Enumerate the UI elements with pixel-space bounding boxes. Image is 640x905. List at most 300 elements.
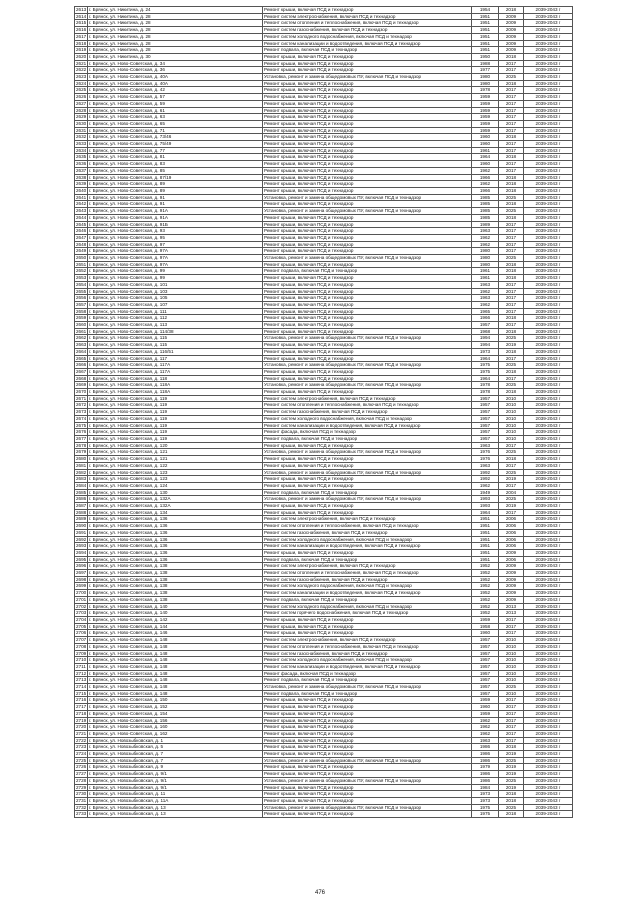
work-type-cell: Ремонт крыши, включая ПСД и технадзор <box>263 134 472 141</box>
build-year-cell: 1986 <box>472 777 499 784</box>
table-row <box>75 657 573 664</box>
address-cell: г. Брянск, ул. Ново-Советская, д. 160 <box>88 724 263 731</box>
last-repair-year-cell: 2018 <box>499 201 524 208</box>
last-repair-year-cell: 2017 <box>499 114 524 121</box>
table-row <box>75 791 573 798</box>
last-repair-year-cell: 2010 <box>499 395 524 402</box>
planned-period-cell: 2039-2043 г <box>524 60 573 67</box>
planned-period-cell: 2039-2043 г <box>524 529 573 536</box>
build-year-cell: 1994 <box>472 335 499 342</box>
work-type-cell: Ремонт подвала, включая ПСД и технадзор <box>263 596 472 603</box>
last-repair-year-cell: 2009 <box>499 40 524 47</box>
last-repair-year-cell: 2009 <box>499 549 524 556</box>
table-row <box>75 509 573 516</box>
row-number-cell: 2719 <box>76 717 87 723</box>
table-row <box>75 737 573 744</box>
planned-period-cell: 2039-2043 г <box>524 194 573 201</box>
last-repair-year-cell: 2018 <box>499 80 524 87</box>
planned-period-cell: 2039-2043 г <box>524 147 573 154</box>
work-type-cell: Ремонт фасада, включая ПСД и технадзор <box>263 670 472 677</box>
last-repair-year-cell: 2004 <box>499 489 524 496</box>
work-type-cell: Ремонт крыши, включая ПСД и технадзор <box>263 737 472 744</box>
build-year-cell: 1962 <box>472 167 499 174</box>
last-repair-year-cell: 2017 <box>499 509 524 516</box>
address-cell: г. Брянск, ул. Ново-Советская, д. 117А <box>88 368 263 375</box>
row-number-cell: 2657 <box>76 301 87 307</box>
work-type-cell: Ремонт крыши, включая ПСД и технадзор <box>263 154 472 161</box>
table-row <box>75 570 573 577</box>
planned-period-cell: 2039-2043 г <box>524 690 573 697</box>
row-number-cell: 2631 <box>76 127 87 133</box>
row-number-cell: 2726 <box>76 764 87 770</box>
address-cell: г. Брянск, ул. Ново-Советская, д. 119 <box>88 402 263 409</box>
last-repair-year-cell: 2009 <box>499 13 524 20</box>
row-number-cell: 2687 <box>76 503 87 509</box>
address-cell: г. Брянск, ул. Ново-Советская, д. 144 <box>88 623 263 630</box>
build-year-cell: 1986 <box>472 757 499 764</box>
work-type-cell: Ремонт систем газоснабжения, включая ПСД и технадзор <box>263 576 472 583</box>
row-number-cell: 2659 <box>76 315 87 321</box>
build-year-cell: 1952 <box>472 590 499 597</box>
row-number-cell: 2632 <box>76 134 87 140</box>
table-row <box>75 228 573 235</box>
last-repair-year-cell: 2017 <box>499 248 524 255</box>
address-cell: г. Брянск, ул. Новозыбковская, д. 11 <box>88 791 263 798</box>
table-row <box>75 40 573 47</box>
planned-period-cell: 2039-2043 г <box>524 214 573 221</box>
address-cell: г. Брянск, ул. Ново-Советская, д. 138 <box>88 576 263 583</box>
row-number-cell: 2724 <box>76 751 87 757</box>
planned-period-cell: 2039-2043 г <box>524 268 573 275</box>
build-year-cell: 1951 <box>472 13 499 20</box>
address-cell: г. Брянск, ул. Ново-Советская, д. 150 <box>88 697 263 704</box>
work-type-cell: Ремонт крыши, включая ПСД и технадзор <box>263 476 472 483</box>
address-cell: г. Брянск, ул. Ново-Советская, д. 77 <box>88 147 263 154</box>
address-cell: г. Брянск, ул. Ново-Советская, д. 119 <box>88 436 263 443</box>
planned-period-cell: 2039-2043 г <box>524 771 573 778</box>
build-year-cell: 1951 <box>472 516 499 523</box>
planned-period-cell: 2039-2043 г <box>524 255 573 262</box>
table-row <box>75 395 573 402</box>
address-cell: г. Брянск, ул. Ново-Советская, д. 91Б <box>88 221 263 228</box>
planned-period-cell: 2039-2043 г <box>524 181 573 188</box>
build-year-cell: 1962 <box>472 234 499 241</box>
last-repair-year-cell: 2018 <box>499 154 524 161</box>
address-cell: г. Брянск, ул. Ново-Советская, д. 121 <box>88 456 263 463</box>
work-type-cell: Ремонт систем газоснабжения, включая ПСД и технадзор <box>263 27 472 34</box>
build-year-cell: 1951 <box>472 20 499 27</box>
work-type-cell: Ремонт крыши, включая ПСД и технадзор <box>263 174 472 181</box>
build-year-cell: 1959 <box>472 616 499 623</box>
table-row <box>75 724 573 731</box>
row-number-cell: 2618 <box>76 40 87 46</box>
last-repair-year-cell: 2017 <box>499 630 524 637</box>
build-year-cell: 1962 <box>472 724 499 731</box>
planned-period-cell: 2039-2043 г <box>524 389 573 396</box>
build-year-cell: 1966 <box>472 187 499 194</box>
build-year-cell: 1985 <box>472 214 499 221</box>
last-repair-year-cell: 2010 <box>499 637 524 644</box>
address-cell: г. Брянск, ул. Ново-Советская, д. 142 <box>88 616 263 623</box>
planned-period-cell: 2039-2043 г <box>524 395 573 402</box>
address-cell: г. Брянск, ул. Ново-Советская, д. 162 <box>88 730 263 737</box>
table-row <box>75 563 573 570</box>
last-repair-year-cell: 2010 <box>499 415 524 422</box>
row-number-cell: 2709 <box>76 650 87 656</box>
planned-period-cell: 2039-2043 г <box>524 523 573 530</box>
work-type-cell: Ремонт крыши, включая ПСД и технадзор <box>263 328 472 335</box>
address-cell: г. Брянск, ул. Ново-Советская, д. 83 <box>88 161 263 168</box>
build-year-cell: 1980 <box>472 261 499 268</box>
table-row <box>75 382 573 389</box>
table-row <box>75 576 573 583</box>
last-repair-year-cell: 2018 <box>499 348 524 355</box>
row-number-cell: 2731 <box>76 797 87 803</box>
address-cell: г. Брянск, ул. Ново-Советская, д. 89 <box>88 181 263 188</box>
address-cell: г. Брянск, ул. Ново-Советская, д. 91А <box>88 214 263 221</box>
work-type-cell: Ремонт крыши, включая ПСД и технадзор <box>263 704 472 711</box>
build-year-cell: 1954 <box>472 7 499 14</box>
planned-period-cell: 2039-2043 г <box>524 154 573 161</box>
build-year-cell: 1959 <box>472 107 499 114</box>
last-repair-year-cell: 2010 <box>499 436 524 443</box>
planned-period-cell: 2039-2043 г <box>524 449 573 456</box>
table-row <box>75 476 573 483</box>
last-repair-year-cell: 2006 <box>499 529 524 536</box>
build-year-cell: 1973 <box>472 348 499 355</box>
row-number-cell: 2671 <box>76 395 87 401</box>
planned-period-cell: 2039-2043 г <box>524 462 573 469</box>
last-repair-year-cell: 2010 <box>499 690 524 697</box>
planned-period-cell: 2039-2043 г <box>524 704 573 711</box>
table-row <box>75 516 573 523</box>
last-repair-year-cell: 2010 <box>499 643 524 650</box>
last-repair-year-cell: 2009 <box>499 590 524 597</box>
work-type-cell: Ремонт систем холодного водоснабжения, включая ПСД и технадзор <box>263 33 472 40</box>
address-cell: г. Брянск, ул. Ново-Советская, д. 132А <box>88 503 263 510</box>
row-number-cell: 2733 <box>76 811 87 817</box>
last-repair-year-cell: 2018 <box>499 275 524 282</box>
address-cell: г. Брянск, ул. Ново-Советская, д. 121 <box>88 449 263 456</box>
row-number-cell: 2667 <box>76 368 87 374</box>
work-type-cell: Ремонт подвала, включая ПСД и технадзор <box>263 690 472 697</box>
table-row <box>75 456 573 463</box>
planned-period-cell: 2039-2043 г <box>524 456 573 463</box>
row-number-cell: 2637 <box>76 167 87 173</box>
work-type-cell: Ремонт крыши, включая ПСД и технадзор <box>263 214 472 221</box>
table-row <box>75 784 573 791</box>
planned-period-cell: 2039-2043 г <box>524 187 573 194</box>
address-cell: г. Брянск, ул. Ново-Советская, д. 97А <box>88 255 263 262</box>
address-cell: г. Брянск, ул. Ново-Советская, д. 118 <box>88 375 263 382</box>
row-number-cell: 2696 <box>76 563 87 569</box>
planned-period-cell: 2039-2043 г <box>524 616 573 623</box>
row-number-cell: 2673 <box>76 409 87 415</box>
row-number-cell: 2678 <box>76 442 87 448</box>
table-row <box>75 67 573 74</box>
build-year-cell: 1973 <box>472 791 499 798</box>
address-cell: г. Брянск, ул. Ново-Советская, д. 146 <box>88 630 263 637</box>
last-repair-year-cell: 2010 <box>499 409 524 416</box>
planned-period-cell: 2039-2043 г <box>524 717 573 724</box>
work-type-cell: Установка, ремонт и замена общедомовых ПУ, включая ПСД и технадзор <box>263 804 472 811</box>
last-repair-year-cell: 2019 <box>499 342 524 349</box>
planned-period-cell: 2039-2043 г <box>524 375 573 382</box>
address-cell: г. Брянск, ул. Ново-Советская, д. 148 <box>88 643 263 650</box>
work-type-cell: Ремонт крыши, включая ПСД и технадзор <box>263 791 472 798</box>
build-year-cell: 1964 <box>472 154 499 161</box>
build-year-cell: 1952 <box>472 576 499 583</box>
work-type-cell: Ремонт систем холодного водоснабжения, включая ПСД и технадзор <box>263 657 472 664</box>
build-year-cell: 1957 <box>472 436 499 443</box>
address-cell: г. Брянск, ул. Новозыбковская, д. 13 <box>88 804 263 811</box>
row-number-cell: 2640 <box>76 187 87 193</box>
last-repair-year-cell: 2025 <box>499 208 524 215</box>
repair-schedule-table <box>74 6 573 818</box>
build-year-cell: 1951 <box>472 47 499 54</box>
address-cell: г. Брянск, ул. Ново-Советская, д. 138 <box>88 583 263 590</box>
planned-period-cell: 2039-2043 г <box>524 335 573 342</box>
work-type-cell: Ремонт систем отопления и теплоснабжения, включая ПСД и технадзор <box>263 20 472 27</box>
last-repair-year-cell: 2006 <box>499 536 524 543</box>
planned-period-cell: 2039-2043 г <box>524 47 573 54</box>
planned-period-cell: 2039-2043 г <box>524 442 573 449</box>
row-number-cell: 2685 <box>76 489 87 495</box>
build-year-cell: 1975 <box>472 362 499 369</box>
row-number-cell: 2624 <box>76 80 87 86</box>
last-repair-year-cell: 2010 <box>499 663 524 670</box>
work-type-cell: Ремонт систем горячего водоснабжения, включая ПСД и технадзор <box>263 610 472 617</box>
address-cell: г. Брянск, ул. Ново-Советская, д. 71 <box>88 127 263 134</box>
work-type-cell: Ремонт крыши, включая ПСД и технадзор <box>263 7 472 14</box>
build-year-cell: 1961 <box>472 275 499 282</box>
table-row <box>75 60 573 67</box>
work-type-cell: Ремонт крыши, включая ПСД и технадзор <box>263 120 472 127</box>
address-cell: г. Брянск, ул. Новозыбковская, д. 11А <box>88 797 263 804</box>
work-type-cell: Ремонт крыши, включая ПСД и технадзор <box>263 549 472 556</box>
table-row <box>75 348 573 355</box>
last-repair-year-cell: 2010 <box>499 657 524 664</box>
work-type-cell: Ремонт фасада, включая ПСД и технадзор <box>263 429 472 436</box>
address-cell: г. Брянск, ул. Ново-Советская, д. 154 <box>88 710 263 717</box>
last-repair-year-cell: 2018 <box>499 7 524 14</box>
build-year-cell: 1962 <box>472 288 499 295</box>
last-repair-year-cell: 2017 <box>499 147 524 154</box>
work-type-cell: Ремонт крыши, включая ПСД и технадзор <box>263 322 472 329</box>
build-year-cell: 1963 <box>472 442 499 449</box>
planned-period-cell: 2039-2043 г <box>524 127 573 134</box>
table-row <box>75 630 573 637</box>
row-number-cell: 2621 <box>76 60 87 66</box>
address-cell: г. Брянск, ул. Ново-Советская, д. 140 <box>88 610 263 617</box>
last-repair-year-cell: 2017 <box>499 281 524 288</box>
address-cell: г. Брянск, ул. Ново-Советская, д. 42 <box>88 87 263 94</box>
last-repair-year-cell: 2017 <box>499 87 524 94</box>
table-row <box>75 489 573 496</box>
work-type-cell: Ремонт крыши, включая ПСД и технадзор <box>263 503 472 510</box>
row-number-cell: 2633 <box>76 141 87 147</box>
build-year-cell: 1959 <box>472 697 499 704</box>
work-type-cell: Ремонт крыши, включая ПСД и технадзор <box>263 697 472 704</box>
address-cell: г. Брянск, ул. Ново-Советская, д. 91А <box>88 208 263 215</box>
work-type-cell: Ремонт крыши, включая ПСД и технадзор <box>263 355 472 362</box>
build-year-cell: 1976 <box>472 456 499 463</box>
work-type-cell: Ремонт крыши, включая ПСД и технадзор <box>263 141 472 148</box>
address-cell: г. Брянск, ул. Ново-Советская, д. 138 <box>88 590 263 597</box>
planned-period-cell: 2039-2043 г <box>524 724 573 731</box>
address-cell: г. Брянск, ул. Новозыбковская, д. 1 <box>88 737 263 744</box>
row-number-cell: 2672 <box>76 402 87 408</box>
table-row <box>75 268 573 275</box>
row-number-cell: 2620 <box>76 53 87 59</box>
table-row <box>75 194 573 201</box>
work-type-cell: Ремонт крыши, включая ПСД и технадзор <box>263 811 472 818</box>
table-row <box>75 355 573 362</box>
planned-period-cell: 2039-2043 г <box>524 87 573 94</box>
work-type-cell: Ремонт крыши, включая ПСД и технадзор <box>263 275 472 282</box>
build-year-cell: 1951 <box>472 27 499 34</box>
address-cell: г. Брянск, ул. Ново-Советская, д. 107 <box>88 301 263 308</box>
address-cell: г. Брянск, ул. Ново-Советская, д. 120 <box>88 442 263 449</box>
row-number-cell: 2653 <box>76 275 87 281</box>
table-row <box>75 704 573 711</box>
build-year-cell: 1959 <box>472 100 499 107</box>
build-year-cell: 1986 <box>472 771 499 778</box>
table-row <box>75 288 573 295</box>
row-number-cell: 2615 <box>76 20 87 26</box>
work-type-cell: Ремонт систем канализации и водоотведения, включая ПСД и технадзор <box>263 590 472 597</box>
last-repair-year-cell: 2019 <box>499 771 524 778</box>
row-number-cell: 2723 <box>76 744 87 750</box>
row-number-cell: 2701 <box>76 596 87 602</box>
table-row <box>75 241 573 248</box>
address-cell: г. Брянск, ул. Новозыбковская, д. 9 <box>88 764 263 771</box>
planned-period-cell: 2039-2043 г <box>524 476 573 483</box>
build-year-cell: 1951 <box>472 549 499 556</box>
table-row <box>75 596 573 603</box>
work-type-cell: Ремонт систем канализации и водоотведения, включая ПСД и технадзор <box>263 40 472 47</box>
table-row <box>75 33 573 40</box>
row-number-cell: 2728 <box>76 777 87 783</box>
build-year-cell: 1963 <box>472 462 499 469</box>
address-cell: г. Брянск, ул. Ново-Советская, д. 119 <box>88 422 263 429</box>
last-repair-year-cell: 2009 <box>499 563 524 570</box>
table-row <box>75 442 573 449</box>
last-repair-year-cell: 2009 <box>499 576 524 583</box>
work-type-cell: Ремонт крыши, включая ПСД и технадзор <box>263 308 472 315</box>
work-type-cell: Ремонт крыши, включая ПСД и технадзор <box>263 764 472 771</box>
work-type-cell: Ремонт подвала, включая ПСД и технадзор <box>263 268 472 275</box>
table-row <box>75 167 573 174</box>
planned-period-cell: 2039-2043 г <box>524 120 573 127</box>
last-repair-year-cell: 2025 <box>499 449 524 456</box>
build-year-cell: 1960 <box>472 141 499 148</box>
row-number-cell: 2695 <box>76 556 87 562</box>
table-row <box>75 523 573 530</box>
work-type-cell: Установка, ремонт и замена общедомовых ПУ, включая ПСД и технадзор <box>263 469 472 476</box>
build-year-cell: 1951 <box>472 556 499 563</box>
planned-period-cell: 2039-2043 г <box>524 74 573 81</box>
table-row <box>75 529 573 536</box>
work-type-cell: Ремонт систем канализации и водоотведения, включая ПСД и технадзор <box>263 663 472 670</box>
row-number-cell: 2732 <box>76 804 87 810</box>
last-repair-year-cell: 2017 <box>499 141 524 148</box>
row-number-cell: 2706 <box>76 630 87 636</box>
last-repair-year-cell: 2010 <box>499 402 524 409</box>
table-row <box>75 536 573 543</box>
table-row <box>75 248 573 255</box>
address-cell: г. Брянск, ул. Ново-Советская, д. 148 <box>88 677 263 684</box>
address-cell: г. Брянск, ул. Ново-Советская, д. 119 <box>88 415 263 422</box>
build-year-cell: 1957 <box>472 422 499 429</box>
planned-period-cell: 2039-2043 г <box>524 328 573 335</box>
row-number-cell: 2636 <box>76 161 87 167</box>
planned-period-cell: 2039-2043 г <box>524 13 573 20</box>
table-row <box>75 637 573 644</box>
planned-period-cell: 2039-2043 г <box>524 402 573 409</box>
build-year-cell: 1978 <box>472 87 499 94</box>
last-repair-year-cell: 2017 <box>499 462 524 469</box>
work-type-cell: Ремонт крыши, включая ПСД и технадзор <box>263 389 472 396</box>
planned-period-cell: 2039-2043 г <box>524 751 573 758</box>
last-repair-year-cell: 2017 <box>499 355 524 362</box>
table-row <box>75 315 573 322</box>
work-type-cell: Ремонт крыши, включая ПСД и технадзор <box>263 187 472 194</box>
planned-period-cell: 2039-2043 г <box>524 549 573 556</box>
work-type-cell: Ремонт крыши, включая ПСД и технадзор <box>263 181 472 188</box>
row-number-cell: 2647 <box>76 234 87 240</box>
last-repair-year-cell: 2009 <box>499 33 524 40</box>
address-cell: г. Брянск, ул. Ново-Советская, д. 93 <box>88 228 263 235</box>
planned-period-cell: 2039-2043 г <box>524 415 573 422</box>
planned-period-cell: 2039-2043 г <box>524 784 573 791</box>
row-number-cell: 2691 <box>76 529 87 535</box>
planned-period-cell: 2039-2043 г <box>524 301 573 308</box>
planned-period-cell: 2039-2043 г <box>524 355 573 362</box>
row-number-cell: 2662 <box>76 335 87 341</box>
row-number-cell: 2634 <box>76 147 87 153</box>
row-number-cell: 2713 <box>76 677 87 683</box>
address-cell: г. Брянск, ул. Ново-Советская, д. 117 <box>88 355 263 362</box>
address-cell: г. Брянск, ул. Ново-Советская, д. 118А <box>88 389 263 396</box>
address-cell: г. Брянск, ул. Ново-Советская, д. 148 <box>88 670 263 677</box>
work-type-cell: Ремонт подвала, включая ПСД и технадзор <box>263 47 472 54</box>
planned-period-cell: 2039-2043 г <box>524 811 573 818</box>
row-number-cell: 2717 <box>76 704 87 710</box>
last-repair-year-cell: 2017 <box>499 120 524 127</box>
work-type-cell: Ремонт крыши, включая ПСД и технадзор <box>263 80 472 87</box>
work-type-cell: Ремонт подвала, включая ПСД и технадзор <box>263 489 472 496</box>
table-row <box>75 469 573 476</box>
build-year-cell: 1959 <box>472 710 499 717</box>
row-number-cell: 2680 <box>76 456 87 462</box>
address-cell: г. Брянск, ул. Никитина, д. 30 <box>88 53 263 60</box>
planned-period-cell: 2039-2043 г <box>524 241 573 248</box>
work-type-cell: Ремонт крыши, включая ПСД и технадзор <box>263 462 472 469</box>
table-row <box>75 53 573 60</box>
table-row <box>75 181 573 188</box>
row-number-cell: 2625 <box>76 87 87 93</box>
build-year-cell: 1965 <box>472 308 499 315</box>
row-number-cell: 2658 <box>76 308 87 314</box>
address-cell: г. Брянск, ул. Ново-Советская, д. 97А <box>88 248 263 255</box>
table-row <box>75 811 573 818</box>
address-cell: г. Брянск, ул. Ново-Советская, д. 115 <box>88 335 263 342</box>
build-year-cell: 1968 <box>472 328 499 335</box>
build-year-cell: 1993 <box>472 503 499 510</box>
table-row <box>75 234 573 241</box>
table-row <box>75 764 573 771</box>
